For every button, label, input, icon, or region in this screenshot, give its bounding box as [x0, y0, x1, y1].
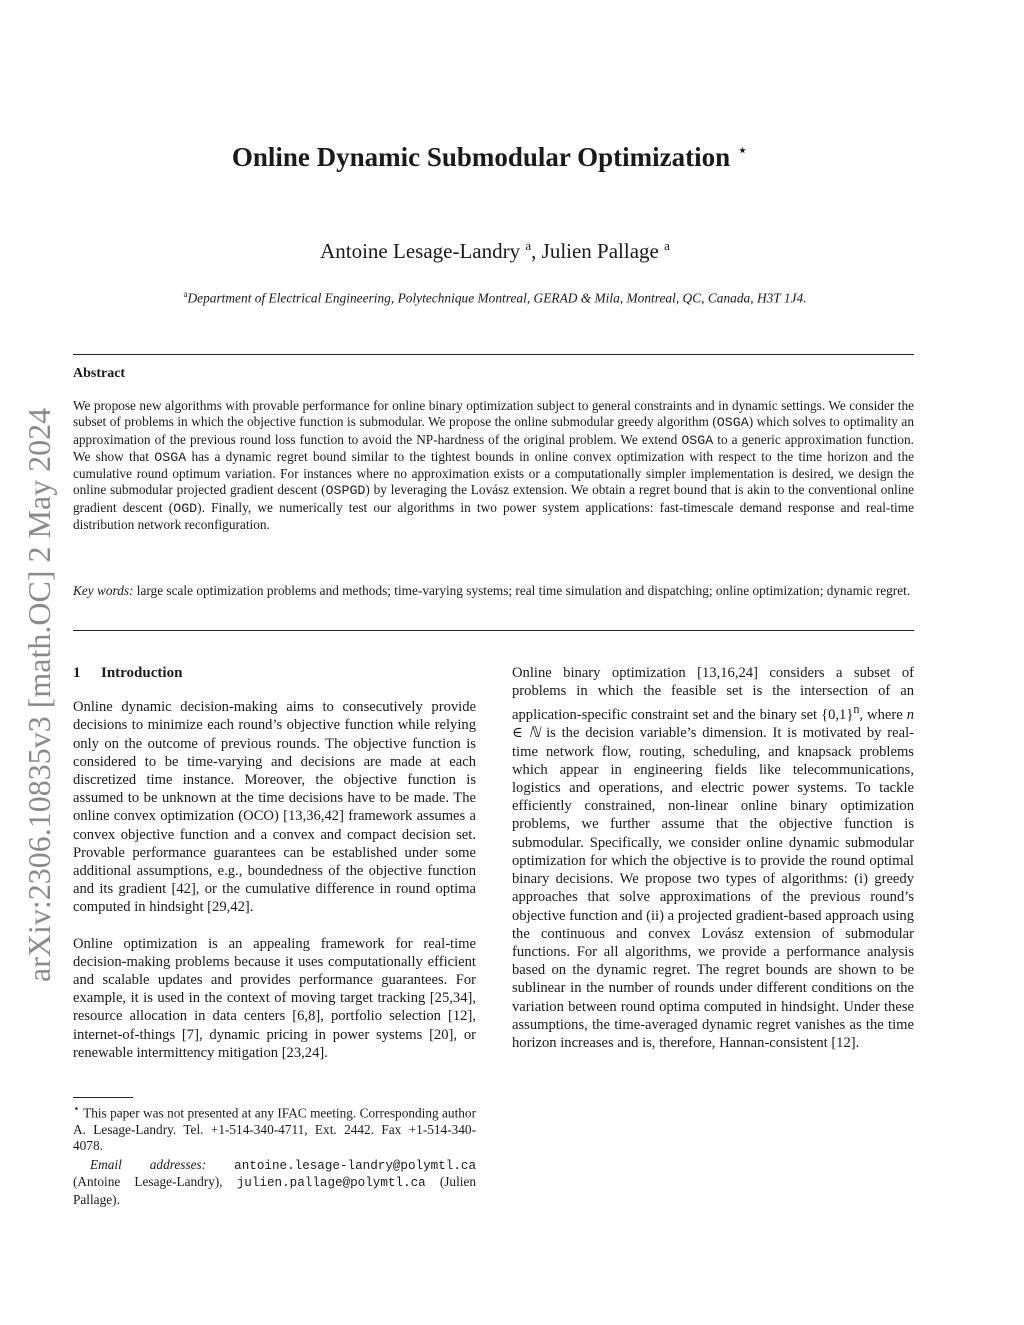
left-column [73, 664, 476, 1080]
abstract-bottom-rule [73, 630, 914, 631]
binary-set-exponent: n [853, 702, 860, 717]
footnote [73, 1101, 476, 1208]
footnote-emails [73, 1157, 476, 1209]
author-2: Julien Pallage [541, 239, 659, 263]
section-title: Introduction [101, 665, 183, 681]
email-owner-2: (Julien Pallage). [73, 1174, 477, 1207]
abstract-segment: ) which solves to optimality an approximation of the previous round loss function to avoid the NP-hardness of the original problem. We extend [73, 414, 914, 447]
arxiv-identifier: arXiv:2306.10835v3 [math.OC] 2 May 2024 [21, 407, 57, 982]
binary-set-math: {0,1} [821, 707, 854, 724]
email-link-1[interactable]: antoine.lesage-landry@polymtl.ca [234, 1158, 477, 1173]
email-label: Email addresses: [90, 1156, 207, 1172]
abstract-segment: to a generic approximation function. We show that [73, 431, 914, 464]
footnote-mark: ⋆ [73, 1103, 80, 1115]
title-text: Online Dynamic Submodular Optimization [231, 142, 731, 172]
algo-name-osga: OSGA [716, 415, 749, 431]
affiliation-text: Department of Electrical Engineering, Polytechnique Montreal, GERAD & Mila, Montreal, QC, Canada, H3T 1J4. [187, 290, 807, 306]
intro-paragraph-1: Online dynamic decision-making aims to consecutively provide decisions to minimize each round’s objective function while relying only on the outcome of previous rounds. The objective function is considered to be time-varying and decisions are made at each discretized time instance. Moreover, the objective function is assumed to be unknown at the time decisions have to be made. The online convex optimization (OCO) [13,36,42] framework assumes a convex objective function and a convex and compact decision set. Provable performance guarantees can be established under some additional assumptions, e.g., boundedness of the objective function and its gradient [42], or the cumulative difference in round optima computed in hindsight [29,42]. [73, 699, 476, 916]
keywords-label: Key words: [73, 583, 134, 598]
footnote-note [73, 1101, 476, 1155]
paragraph-segment: , where [859, 707, 907, 724]
algo-name-osga: OSGA [681, 432, 714, 448]
abstract-segment: ). Finally, we numerically test our algorithms in two power system applications: fast-timescale demand response and real-time distribution network reconfiguration. [73, 499, 914, 533]
affiliation [0, 289, 990, 306]
author-1-affil-mark: a [525, 238, 532, 253]
section-heading [73, 664, 476, 682]
paper-title [0, 140, 980, 173]
footnote-rule [73, 1097, 133, 1098]
author-list [0, 238, 990, 264]
author-2-affil-mark: a [664, 238, 670, 253]
title-footnote-mark: ⋆ [736, 140, 749, 160]
affiliation-mark: a [183, 289, 188, 299]
footnote-text: This paper was not presented at any IFAC meeting. Corresponding author A. Lesage-Landry. Tel. +1-514-340-4711, Ext. 2442. Fax +1-514-340-4078. [73, 1105, 476, 1154]
author-separator: , [531, 239, 542, 263]
algo-name-osga: OSGA [154, 449, 187, 465]
abstract-segment: has a dynamic regret bound similar to the tightest bounds in online convex optimization with respect to the time horizon and the cumulative round optimum variation. For instances where no approximation exists or a computationally simpler implementation is desired, we design the online submodular projected gradient descent ( [73, 448, 914, 498]
email-owner-1: (Antoine Lesage-Landry), [73, 1174, 223, 1190]
paragraph-segment: is the decision variable’s dimension. It is motivated by real-time network flow, routing, scheduling, and knapsack problems which appear in engineering fields like telecommunications, logistics and operations, and electric power systems. To tackle efficiently constrained, non-linear online binary optimization problems, we further assume that the objective function is submodular. Specifically, we consider online dynamic submodular optimization for which the objective is to provide the round optimal binary decisions. We propose two types of algorithms: (i) greedy approaches that solve approximations of the previous round’s objective function and (ii) a projected gradient-based approach using the continuous and convex Lovász extension of submodular functions. For all algorithms, we provide a performance analysis based on the dynamic regret. The regret bounds are shown to be sublinear in the number of rounds under different conditions on the variation between round optima computed in hindsight. Under these assumptions, the time-averaged dynamic regret vanishes as the time horizon increases and is, therefore, Hannan-consistent [12]. [512, 725, 914, 1051]
email-link-2[interactable]: julien.pallage@polymtl.ca [236, 1176, 426, 1191]
abstract-segment: ) by leveraging the Lovász extension. We obtain a regret bound that is akin to the conventional online gradient descent ( [73, 482, 914, 515]
algo-name-ospgd: OSPGD [325, 483, 366, 499]
paragraph-segment: Online binary optimization [13,16,24] considers a subset of problems in which the feasible set is the intersection of an application-specific constraint set and the binary set [512, 665, 914, 724]
author-1: Antoine Lesage-Landry [320, 239, 521, 263]
dimension-math: n ∈ ℕ [512, 707, 914, 742]
algo-name-ogd: OGD [173, 500, 198, 516]
abstract-heading: Abstract [73, 366, 126, 381]
section-number: 1 [73, 665, 81, 681]
abstract-segment: We propose new algorithms with provable performance for online binary optimization subject to general constraints and in dynamic settings. We consider the subset of problems in which the objective function is submodular. We propose the online submodular greedy algorithm ( [73, 398, 914, 430]
keywords-text: large scale optimization problems and methods; time-varying systems; real time simulation and dispatching; online optimization; dynamic regret. [133, 583, 911, 598]
abstract-top-rule [73, 354, 914, 355]
keywords [73, 582, 914, 599]
intro-paragraph-3 [512, 664, 914, 1052]
intro-paragraph-2: Online optimization is an appealing framework for real-time decision-making problems because it uses computationally efficient and scalable updates and provides performance guarantees. For example, it is used in the context of moving target tracking [25,34], resource allocation in data centers [6,8], portfolio selection [12], internet-of-things [7], dynamic pricing in power systems [20], or renewable intermittency mitigation [23,24]. [73, 935, 476, 1061]
abstract-text [73, 398, 914, 533]
right-column [512, 664, 914, 1070]
